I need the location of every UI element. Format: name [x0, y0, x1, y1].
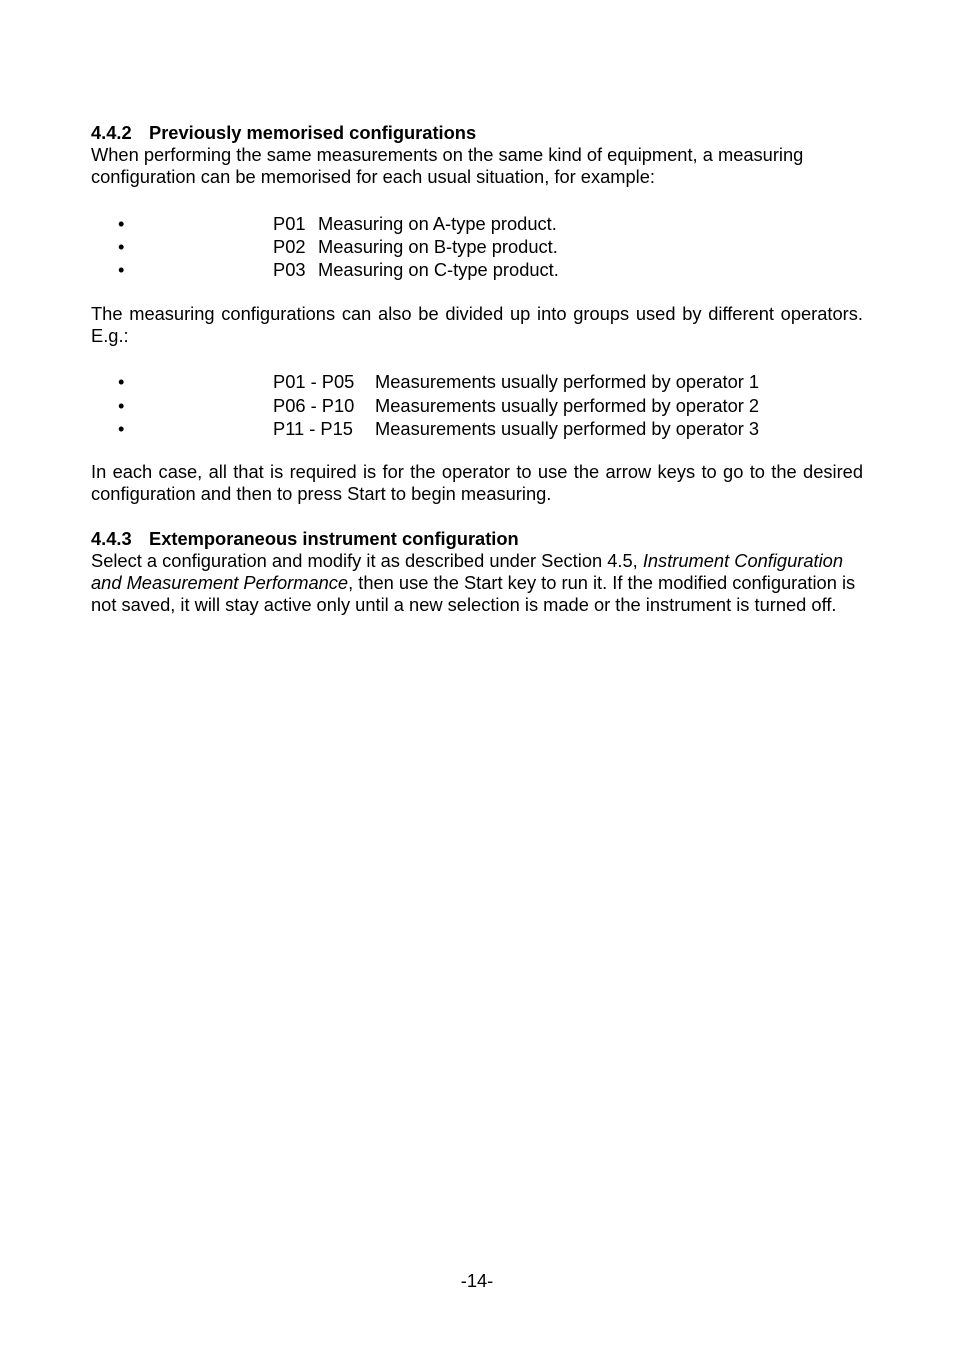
- bullet-marker: •: [118, 236, 125, 257]
- section-442-title: Previously memorised configurations: [149, 122, 477, 143]
- body-text-before-italic: Select a configuration and modify it as described under Section 4.5,: [91, 550, 643, 571]
- section-442-heading: [91, 122, 476, 144]
- section-442-number: 4.4.2: [91, 122, 132, 143]
- list-item: [91, 370, 863, 393]
- config-range: P01 - P05: [273, 371, 355, 392]
- bullet-marker: •: [118, 418, 125, 439]
- section-443-body: [91, 550, 861, 616]
- list-item: [91, 235, 863, 258]
- bullet-marker: •: [118, 259, 125, 280]
- section-443-heading: [91, 528, 519, 550]
- config-description: Measuring on C-type product.: [318, 259, 559, 280]
- config-description: Measuring on B-type product.: [318, 236, 558, 257]
- section-442-intro: When performing the same measurements on the same kind of equipment, a measuring configuration can be memorised for each usual situation, for example:: [91, 144, 804, 187]
- section-442-groups-intro: The measuring configurations can also be divided up into groups used by different operators. E.g.:: [91, 303, 863, 346]
- config-description: Measurements usually performed by operator 3: [375, 418, 760, 439]
- bullet-marker: •: [118, 213, 125, 234]
- config-range: P06 - P10: [273, 395, 355, 416]
- body-text-after-italic: , then use the Start key to run it. If the modified configuration is not saved, it will stay active only until a new selection is made or the instrument is turned off.: [91, 572, 856, 615]
- list-item: [91, 258, 863, 281]
- config-description: Measurements usually performed by operator 2: [375, 395, 760, 416]
- page-number: -14-: [460, 1270, 494, 1291]
- section-443-title: Extemporaneous instrument configuration: [149, 528, 519, 549]
- section-443-number: 4.4.3: [91, 528, 132, 549]
- config-range: P11 - P15: [273, 418, 353, 439]
- list-item: [91, 417, 863, 440]
- list-item: [91, 394, 863, 417]
- section-442-closing: In each case, all that is required is for the operator to use the arrow keys to go to the desired configuration and then to press Start to begin measuring.: [91, 461, 863, 504]
- config-description: Measuring on A-type product.: [318, 213, 557, 234]
- italic-section-reference: Instrument Configuration and Measurement Performance: [91, 550, 843, 593]
- config-code: P01: [273, 213, 306, 234]
- config-description: Measurements usually performed by operator 1: [375, 371, 760, 392]
- config-code: P02: [273, 236, 306, 257]
- list-item: [91, 212, 863, 235]
- bullet-marker: •: [118, 371, 125, 392]
- bullet-marker: •: [118, 395, 125, 416]
- config-code: P03: [273, 259, 306, 280]
